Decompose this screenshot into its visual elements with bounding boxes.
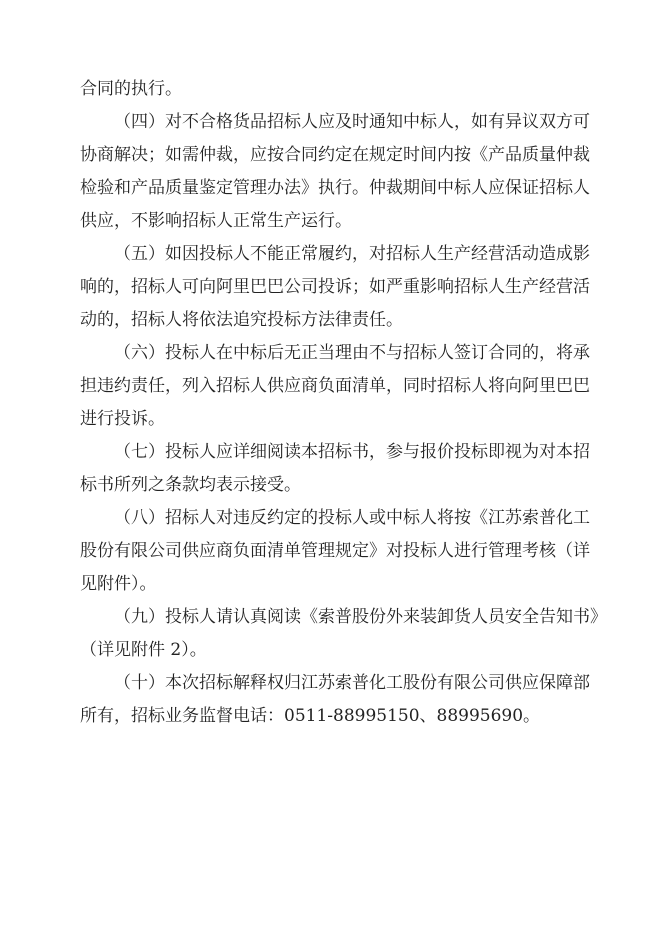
text-line: （六）投标人在中标后无正当理由不与招标人签订合同的，将承 bbox=[114, 343, 590, 363]
text-line: 响的，招标人可向阿里巴巴公司投诉；如严重影响招标人生产经营活 bbox=[80, 277, 590, 297]
text-line: 担违约责任，列入招标人供应商负面清单，同时招标人将向阿里巴巴 bbox=[80, 376, 590, 396]
paragraph-continuation bbox=[80, 73, 583, 106]
text-line: 检验和产品质量鉴定管理办法》执行。仲裁期间中标人应保证招标人 bbox=[80, 178, 590, 198]
text-line: 所有，招标业务监督电话：0511-88995150、88995690。 bbox=[80, 706, 541, 726]
text-line: （八）招标人对违反约定的投标人或中标人将按《江苏索普化工 bbox=[114, 508, 590, 528]
text-line: 股份有限公司供应商负面清单管理规定》对投标人进行管理考核（详 bbox=[80, 541, 590, 561]
text-line: 动的，招标人将依法追究投标方法律责任。 bbox=[80, 310, 403, 330]
text-line: 协商解决；如需仲裁，应按合同约定在规定时间内按《产品质量仲裁 bbox=[80, 145, 590, 165]
paragraph-item-9 bbox=[80, 601, 607, 667]
text-line: 合同的执行。 bbox=[80, 79, 182, 99]
paragraph-item-10 bbox=[80, 667, 590, 733]
text-line: （五）如因投标人不能正常履约，对招标人生产经营活动造成影 bbox=[114, 244, 590, 264]
text-line: 标书所列之条款均表示接受。 bbox=[80, 475, 301, 495]
paragraph-item-4 bbox=[80, 106, 590, 238]
paragraph-item-5 bbox=[80, 238, 590, 337]
text-line: 进行投诉。 bbox=[80, 409, 165, 429]
paragraph-item-8 bbox=[80, 502, 590, 601]
text-line: （九）投标人请认真阅读《索普股份外来装卸货人员安全告知书》 bbox=[114, 607, 607, 627]
text-line: 供应，不影响招标人正常生产运行。 bbox=[80, 211, 352, 231]
text-line: （详见附件 2）。 bbox=[80, 640, 207, 660]
text-line: （七）投标人应详细阅读本招标书，参与报价投标即视为对本招 bbox=[114, 442, 590, 462]
text-line: （四）对不合格货品招标人应及时通知中标人，如有异议双方可 bbox=[114, 112, 590, 132]
paragraph-item-6 bbox=[80, 337, 590, 436]
paragraph-item-7 bbox=[80, 436, 590, 502]
text-line: （十）本次招标解释权归江苏索普化工股份有限公司供应保障部 bbox=[114, 673, 590, 693]
text-line: 见附件）。 bbox=[80, 574, 157, 594]
document-page bbox=[80, 73, 607, 733]
